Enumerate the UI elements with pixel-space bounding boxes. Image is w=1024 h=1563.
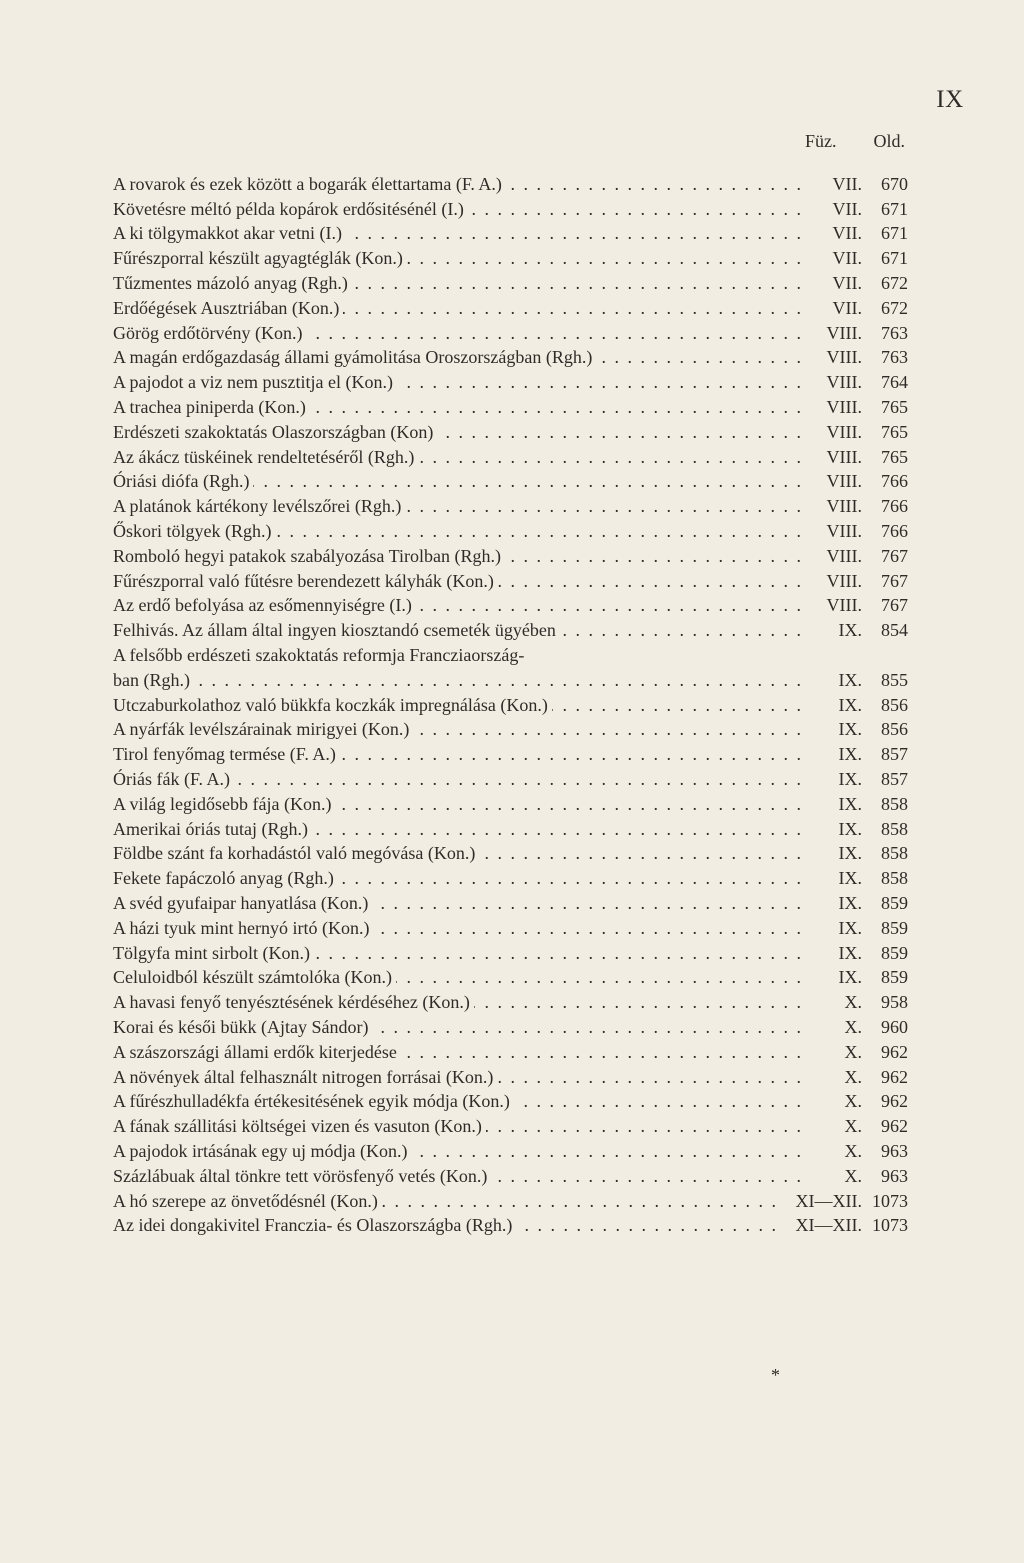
entry-volume: IX. — [838, 868, 862, 889]
entry-page: 767 — [881, 545, 908, 566]
entry-title: A platánok kártékony levélszőrei (Rgh.) — [113, 496, 405, 516]
entry-title: A pajodok irtásának egy uj módja (Kon.) — [113, 1141, 411, 1161]
toc-entry — [113, 246, 908, 271]
toc-entry — [113, 271, 908, 296]
entry-title: Korai és késői bükk (Ajtay Sándor) — [113, 1017, 372, 1037]
entry-volume: IX. — [838, 818, 862, 839]
toc-entry — [113, 1089, 908, 1114]
entry-title-cell — [113, 744, 803, 765]
toc-entry — [113, 990, 908, 1015]
entry-title: A ki tölgymakkot akar vetni (I.) — [113, 223, 346, 243]
entry-title: Tirol fenyőmag termése (F. A.) — [113, 744, 340, 764]
entry-volume: IX. — [838, 917, 862, 938]
entry-title: Tűzmentes mázoló anyag (Rgh.) — [113, 273, 352, 293]
entry-title-cell — [113, 918, 803, 939]
toc-entry — [113, 668, 908, 693]
entry-title: A fának szállitási költségei vizen és vasuton (Kon.) — [113, 1116, 486, 1136]
entry-title-cell — [113, 868, 803, 889]
entry-title-cell — [113, 372, 803, 393]
entry-title: A világ legidősebb fája (Kon.) — [113, 794, 335, 814]
toc-entry — [113, 172, 908, 197]
footer-asterisk: * — [771, 1365, 780, 1385]
entry-title-cell — [113, 1017, 803, 1038]
entry-title: A pajodot a viz nem pusztitja el (Kon.) — [113, 372, 397, 392]
entry-volume: VIII. — [826, 496, 862, 517]
entry-page: 763 — [881, 322, 908, 343]
entry-title: A svéd gyufaipar hanyatlása (Kon.) — [113, 893, 372, 913]
toc-entry — [113, 891, 908, 916]
entry-page: 963 — [881, 1140, 908, 1161]
toc-entry — [113, 1114, 908, 1139]
entry-volume: X. — [844, 1016, 862, 1037]
entry-title: A fűrészhulladékfa értékesitésének egyik módja (Kon.) — [113, 1091, 514, 1111]
entry-title-cell — [113, 794, 803, 815]
toc-entry — [113, 1065, 908, 1090]
entry-title-cell — [113, 1116, 803, 1137]
toc-entry — [113, 643, 908, 668]
entry-page: 962 — [881, 1091, 908, 1112]
entry-title: Fűrészporral készült agyagtéglák (Kon.) — [113, 248, 407, 268]
entry-title-cell — [113, 397, 803, 418]
toc-entry — [113, 916, 908, 941]
entry-title: Görög erdőtörvény (Kon.) — [113, 323, 306, 343]
entry-page: 858 — [881, 793, 908, 814]
entry-volume: X. — [844, 1165, 862, 1186]
entry-page: 766 — [881, 496, 908, 517]
toc-entry — [113, 1040, 908, 1065]
entry-title-cell — [113, 992, 803, 1013]
entry-page: 859 — [881, 917, 908, 938]
entry-title-cell — [113, 943, 803, 964]
entry-page: 855 — [881, 669, 908, 690]
entry-volume: VIII. — [826, 446, 862, 467]
entry-page: 1073 — [872, 1190, 908, 1211]
entry-title: Tölgyfa mint sirbolt (Kon.) — [113, 943, 314, 963]
entry-volume: VIII. — [826, 397, 862, 418]
entry-page: 765 — [881, 446, 908, 467]
entry-title: ban (Rgh.) — [113, 670, 194, 690]
entry-volume: IX. — [838, 719, 862, 740]
entry-volume: VIII. — [826, 322, 862, 343]
entry-title-cell — [113, 595, 803, 616]
toc-entry — [113, 1213, 908, 1238]
entry-volume: X. — [844, 1041, 862, 1062]
entry-volume: VII. — [832, 248, 862, 269]
entry-volume: VIII. — [826, 521, 862, 542]
toc-entry — [113, 519, 908, 544]
entry-title-cell — [113, 645, 803, 666]
toc-entry — [113, 792, 908, 817]
entry-page: 672 — [881, 297, 908, 318]
entry-title-cell — [113, 769, 803, 790]
entry-page: 765 — [881, 421, 908, 442]
table-of-contents — [113, 172, 908, 1238]
entry-volume: VIII. — [826, 372, 862, 393]
entry-volume: IX. — [838, 893, 862, 913]
entry-title: Óriás fák (F. A.) — [113, 769, 234, 789]
entry-volume: IX. — [838, 620, 862, 641]
toc-entry — [113, 321, 908, 346]
entry-title-cell — [113, 298, 803, 319]
toc-entry — [113, 370, 908, 395]
entry-title: Óriási diófa (Rgh.) — [113, 471, 253, 491]
entry-page: 858 — [881, 868, 908, 889]
entry-title-cell — [113, 1067, 803, 1088]
toc-entry — [113, 718, 908, 743]
entry-title: Őskori tölgyek (Rgh.) — [113, 521, 275, 541]
entry-page: 958 — [881, 992, 908, 1013]
entry-title: Az ákácz tüskéinek rendeltetéséről (Rgh.) — [113, 447, 418, 467]
entry-page: 767 — [881, 595, 908, 616]
entry-volume: IX. — [838, 694, 862, 715]
toc-entry — [113, 395, 908, 420]
entry-title: A trachea piniperda (Kon.) — [113, 397, 310, 417]
entry-title-cell — [113, 496, 803, 517]
column-header-volume: Füz. — [805, 131, 837, 151]
entry-title: A szászországi állami erdők kiterjedése — [113, 1042, 401, 1062]
entry-page: 671 — [881, 198, 908, 219]
entry-title-cell — [113, 1191, 778, 1212]
entry-title-cell — [113, 521, 803, 542]
entry-page: 766 — [881, 521, 908, 542]
entry-page: 857 — [881, 744, 908, 765]
entry-volume: IX. — [838, 669, 862, 690]
entry-title-cell — [113, 893, 803, 914]
toc-entry — [113, 1189, 908, 1214]
toc-entry — [113, 197, 908, 222]
toc-entry — [113, 569, 908, 594]
entry-title: Utczaburkolathoz való bükkfa koczkák impregnálása (Kon.) — [113, 695, 552, 715]
entry-volume: VII. — [832, 198, 862, 219]
entry-title-cell — [113, 1215, 778, 1236]
entry-volume: X. — [844, 1066, 862, 1087]
entry-title-cell — [113, 471, 803, 492]
entry-page: 767 — [881, 570, 908, 591]
entry-page: 859 — [881, 967, 908, 988]
entry-page: 854 — [881, 620, 908, 641]
toc-entry — [113, 842, 908, 867]
toc-entry — [113, 817, 908, 842]
entry-title-cell — [113, 248, 803, 269]
toc-entry — [113, 742, 908, 767]
entry-title: Erdőégések Ausztriában (Kon.) — [113, 298, 343, 318]
entry-title-cell — [113, 1091, 803, 1112]
entry-title: A hó szerepe az önvetődésnél (Kon.) — [113, 1191, 382, 1211]
toc-entry — [113, 941, 908, 966]
toc-entry — [113, 866, 908, 891]
entry-page: 765 — [881, 397, 908, 418]
entry-volume: VIII. — [826, 595, 862, 616]
entry-volume: X. — [844, 1116, 862, 1137]
entry-title-cell — [113, 967, 803, 988]
entry-title-cell — [113, 843, 803, 864]
entry-title-cell — [113, 1141, 803, 1162]
entry-page: 859 — [881, 893, 908, 913]
entry-volume: VIII. — [826, 570, 862, 591]
entry-page: 960 — [881, 1016, 908, 1037]
entry-title-cell — [113, 695, 803, 716]
toc-entry — [113, 966, 908, 991]
toc-entry — [113, 594, 908, 619]
entry-page: 1073 — [872, 1215, 908, 1236]
toc-entry — [113, 494, 908, 519]
entry-page: 766 — [881, 471, 908, 492]
entry-title: Az idei dongakivitel Franczia- és Olaszországba (Rgh.) — [113, 1215, 516, 1235]
entry-title-cell — [113, 347, 803, 368]
entry-volume: VII. — [832, 173, 862, 194]
entry-page: 857 — [881, 769, 908, 790]
entry-title-cell — [113, 819, 803, 840]
entry-volume: VII. — [832, 297, 862, 318]
entry-title: A házi tyuk mint hernyó irtó (Kon.) — [113, 918, 373, 938]
entry-title: A nyárfák levélszárainak mirigyei (Kon.) — [113, 719, 413, 739]
entry-title-cell — [113, 1042, 803, 1063]
entry-volume: XI—XII. — [795, 1190, 862, 1211]
entry-volume: IX. — [838, 967, 862, 988]
entry-page: 858 — [881, 843, 908, 864]
entry-title-cell — [113, 1166, 803, 1187]
entry-volume: X. — [844, 992, 862, 1013]
entry-volume: VII. — [832, 223, 862, 244]
entry-title-cell — [113, 719, 803, 740]
toc-entry — [113, 1164, 908, 1189]
page-number: IX — [936, 86, 964, 113]
entry-page: 671 — [881, 223, 908, 244]
entry-page: 856 — [881, 719, 908, 740]
toc-entry — [113, 693, 908, 718]
entry-title-cell — [113, 174, 803, 195]
entry-title-cell — [113, 422, 803, 443]
entry-title: A havasi fenyő tenyésztésének kérdéséhez (Kon.) — [113, 992, 474, 1012]
entry-volume: IX. — [838, 769, 862, 790]
entry-volume: VIII. — [826, 347, 862, 368]
column-header-page: Old. — [873, 131, 905, 151]
toc-entry — [113, 544, 908, 569]
entry-title: Celuloidból készült számtolóka (Kon.) — [113, 967, 396, 987]
entry-title: Fekete fapáczoló anyag (Rgh.) — [113, 868, 338, 888]
toc-entry — [113, 420, 908, 445]
column-headers — [805, 131, 905, 152]
toc-entry — [113, 445, 908, 470]
toc-entry — [113, 296, 908, 321]
entry-volume: VIII. — [826, 471, 862, 492]
entry-title: A magán erdőgazdaság állami gyámolitása Oroszországban (Rgh.) — [113, 347, 596, 367]
entry-page: 962 — [881, 1116, 908, 1137]
entry-volume: X. — [844, 1140, 862, 1161]
entry-title: Fűrészporral való fűtésre berendezett kályhák (Kon.) — [113, 571, 498, 591]
toc-entry — [113, 222, 908, 247]
entry-volume: IX. — [838, 843, 862, 864]
entry-title: Romboló hegyi patakok szabályozása Tirolban (Rgh.) — [113, 546, 505, 566]
toc-entry — [113, 1015, 908, 1040]
entry-page: 962 — [881, 1066, 908, 1087]
entry-title: Százlábuak által tönkre tett vörösfenyő vetés (Kon.) — [113, 1166, 491, 1186]
entry-page: 856 — [881, 694, 908, 715]
entry-title: A rovarok és ezek között a bogarák élettartama (F. A.) — [113, 174, 506, 194]
entry-page: 859 — [881, 942, 908, 963]
entry-title-cell — [113, 571, 803, 592]
entry-title-cell — [113, 323, 803, 344]
entry-title: Amerikai óriás tutaj (Rgh.) — [113, 819, 312, 839]
toc-entry — [113, 1139, 908, 1164]
entry-title-cell — [113, 273, 803, 294]
entry-volume: IX. — [838, 793, 862, 814]
entry-page: 858 — [881, 818, 908, 839]
toc-entry — [113, 618, 908, 643]
toc-entry — [113, 346, 908, 371]
entry-volume: XI—XII. — [795, 1215, 862, 1236]
entry-volume: IX. — [838, 942, 862, 963]
entry-volume: IX. — [838, 744, 862, 765]
toc-entry — [113, 767, 908, 792]
entry-title: Követésre méltó példa kopárok erdősitésénél (I.) — [113, 199, 468, 219]
toc-entry — [113, 470, 908, 495]
entry-title: A növények által felhasznált nitrogen forrásai (Kon.) — [113, 1067, 497, 1087]
entry-title-cell — [113, 670, 803, 691]
entry-title: Erdészeti szakoktatás Olaszországban (Kon) — [113, 422, 437, 442]
entry-page: 672 — [881, 273, 908, 294]
entry-title-cell — [113, 546, 803, 567]
entry-volume: VIII. — [826, 545, 862, 566]
entry-title: Az erdő befolyása az esőmennyiségre (I.) — [113, 595, 416, 615]
entry-title-cell — [113, 447, 803, 468]
entry-page: 670 — [881, 173, 908, 194]
entry-title: A felsőbb erdészeti szakoktatás reformja Francziaország- — [113, 645, 528, 665]
entry-page: 764 — [881, 372, 908, 393]
entry-page: 671 — [881, 248, 908, 269]
entry-title-cell — [113, 199, 803, 220]
entry-title-cell — [113, 620, 803, 641]
entry-page: 962 — [881, 1041, 908, 1062]
entry-volume: X. — [844, 1091, 862, 1112]
entry-page: 763 — [881, 347, 908, 368]
entry-page: 963 — [881, 1165, 908, 1186]
entry-volume: VIII. — [826, 421, 862, 442]
entry-title: Felhivás. Az állam által ingyen kiosztandó csemeték ügyében — [113, 620, 560, 640]
entry-volume: VII. — [832, 273, 862, 294]
entry-title-cell — [113, 223, 803, 244]
entry-title: Földbe szánt fa korhadástól való megóvása (Kon.) — [113, 843, 479, 863]
